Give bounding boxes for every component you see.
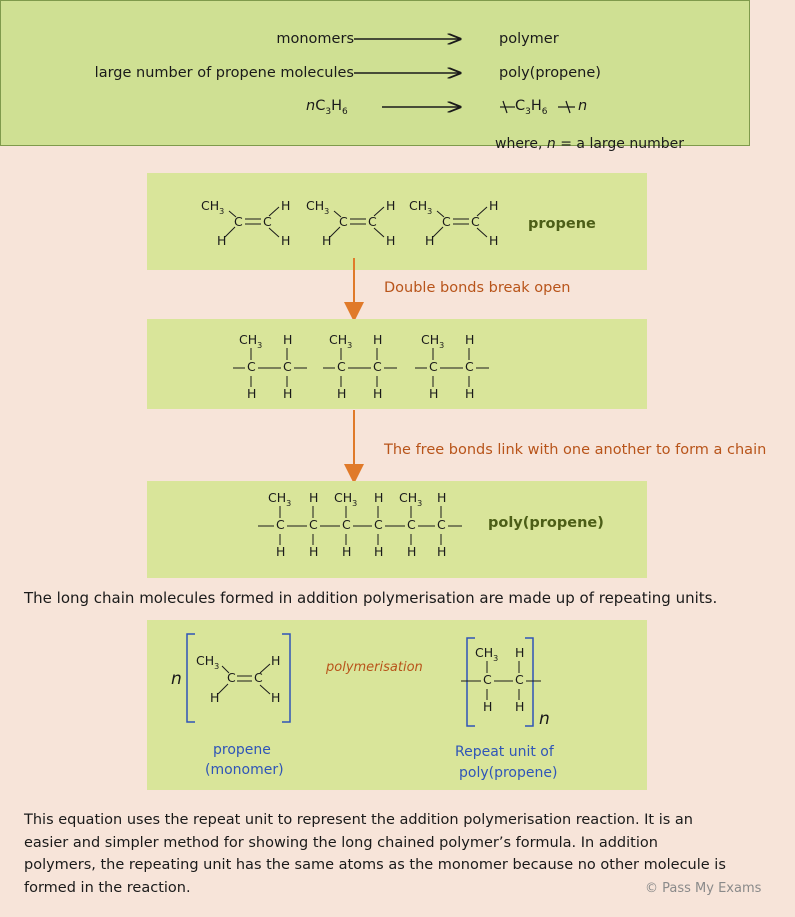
repeat-ch3: $CH_3$ [475,645,499,663]
unit-carbon: C [373,359,382,374]
h-atom: H [281,198,291,213]
h-atom: H [271,690,281,705]
polymer-formula-n: n [578,98,588,114]
repeat-carbon: C [515,672,524,687]
unit-ch3: $CH_3$ [239,332,263,350]
unit-carbon: C [465,359,474,374]
chain-h-top: H [374,490,384,505]
chain-carbon: C [374,517,383,532]
bond [218,684,228,694]
h-atom: H [322,233,332,248]
repeat-caption-1: Repeat unit of [455,744,554,760]
link-caption: The free bonds link with one another to form a chain [384,442,767,458]
unit-h-bottom: H [373,386,383,401]
chain-h-bottom: H [437,544,447,559]
chain-carbon: C [437,517,446,532]
break-caption: Double bonds break open [384,280,571,296]
h-atom: H [210,690,220,705]
bond [260,685,270,694]
polymerisation-label: polymerisation [326,660,423,675]
polypropene-label-top: poly(propene) [499,65,601,81]
n-coefficient: n [171,669,182,689]
carbon-atom: C [368,214,377,229]
unit-h-bottom: H [337,386,347,401]
chain-carbon: C [276,517,285,532]
repeat-h-bottom: H [515,699,525,714]
carbon-atom: C [254,670,263,685]
polypropene-label: poly(propene) [488,515,604,531]
bond [269,228,279,237]
ch3-group: $CH_3$ [409,198,433,216]
chain-h-bottom: H [374,544,384,559]
where-note: where, n = a large number [495,136,685,152]
h-atom: H [386,233,396,248]
h-atom: H [489,198,499,213]
repeating-units-text: The long chain molecules formed in addition polymerisation are made up of repeating units. [24,589,718,607]
monomer-caption-2: (monomer) [205,762,284,778]
paragraph-line: formed in the reaction. [24,879,191,896]
unit-h-bottom: H [247,386,257,401]
copyright: © Pass My Exams [645,881,762,896]
unit-h-bottom: H [429,386,439,401]
unit-h-bottom: H [465,386,475,401]
h-atom: H [425,233,435,248]
polymer-formula: $C_3H_6$ [515,98,548,117]
carbon-atom: C [471,214,480,229]
repeat-h-top: H [515,645,525,660]
paragraph-line: polymers, the repeating unit has the same atoms as the monomer because no other molecule is [24,857,726,873]
unit-carbon: C [247,359,256,374]
chain-h-bottom: H [342,544,352,559]
chain-h-bottom: H [309,544,319,559]
paragraph-line: easier and simpler method for showing the long chained polymer’s formula. In addition [24,834,658,851]
chain-carbon: C [309,517,318,532]
chain-carbon: C [407,517,416,532]
monomers-label: monomers [276,31,354,47]
unit-h-top: H [283,332,293,347]
bond [374,228,384,237]
h-atom: H [281,233,291,248]
unit-h-top: H [373,332,383,347]
n-subscript: n [539,709,550,729]
h-atom: H [271,653,281,668]
h-atom: H [217,233,227,248]
propene-molecules-label: large number of propene molecules [94,65,354,81]
chain-h-top: H [309,490,319,505]
carbon-atom: C [339,214,348,229]
carbon-atom: C [442,214,451,229]
unit-carbon: C [337,359,346,374]
repeat-carbon: C [483,672,492,687]
chain-h-bottom: H [407,544,417,559]
carbon-atom: C [234,214,243,229]
repeat-h-bottom: H [483,699,493,714]
ch3-group: $CH_3$ [306,198,330,216]
chain-h-bottom: H [276,544,286,559]
paragraph-line: This equation uses the repeat unit to represent the addition polymerisation reaction. It is an [24,812,693,828]
polymer-label: polymer [499,31,559,47]
unit-carbon: C [283,359,292,374]
carbon-atom: C [227,670,236,685]
chain-ch3: $CH_3$ [268,490,292,508]
unit-h-top: H [465,332,475,347]
carbon-atom: C [263,214,272,229]
chain-ch3: $CH_3$ [334,490,358,508]
ch3-group: $CH_3$ [196,653,220,671]
monomer-caption-1: propene [213,742,271,758]
bond [477,228,487,237]
unit-h-bottom: H [283,386,293,401]
unit-ch3: $CH_3$ [329,332,353,350]
ch3-group: $CH_3$ [201,198,225,216]
unit-carbon: C [429,359,438,374]
h-atom: H [489,233,499,248]
chain-ch3: $CH_3$ [399,490,423,508]
monomer-formula: $nC_3H_6$ [306,98,348,117]
repeat-caption-2: poly(propene) [459,765,558,781]
chain-h-top: H [437,490,447,505]
h-atom: H [386,198,396,213]
propene-label: propene [528,216,596,232]
unit-ch3: $CH_3$ [421,332,445,350]
chain-carbon: C [342,517,351,532]
